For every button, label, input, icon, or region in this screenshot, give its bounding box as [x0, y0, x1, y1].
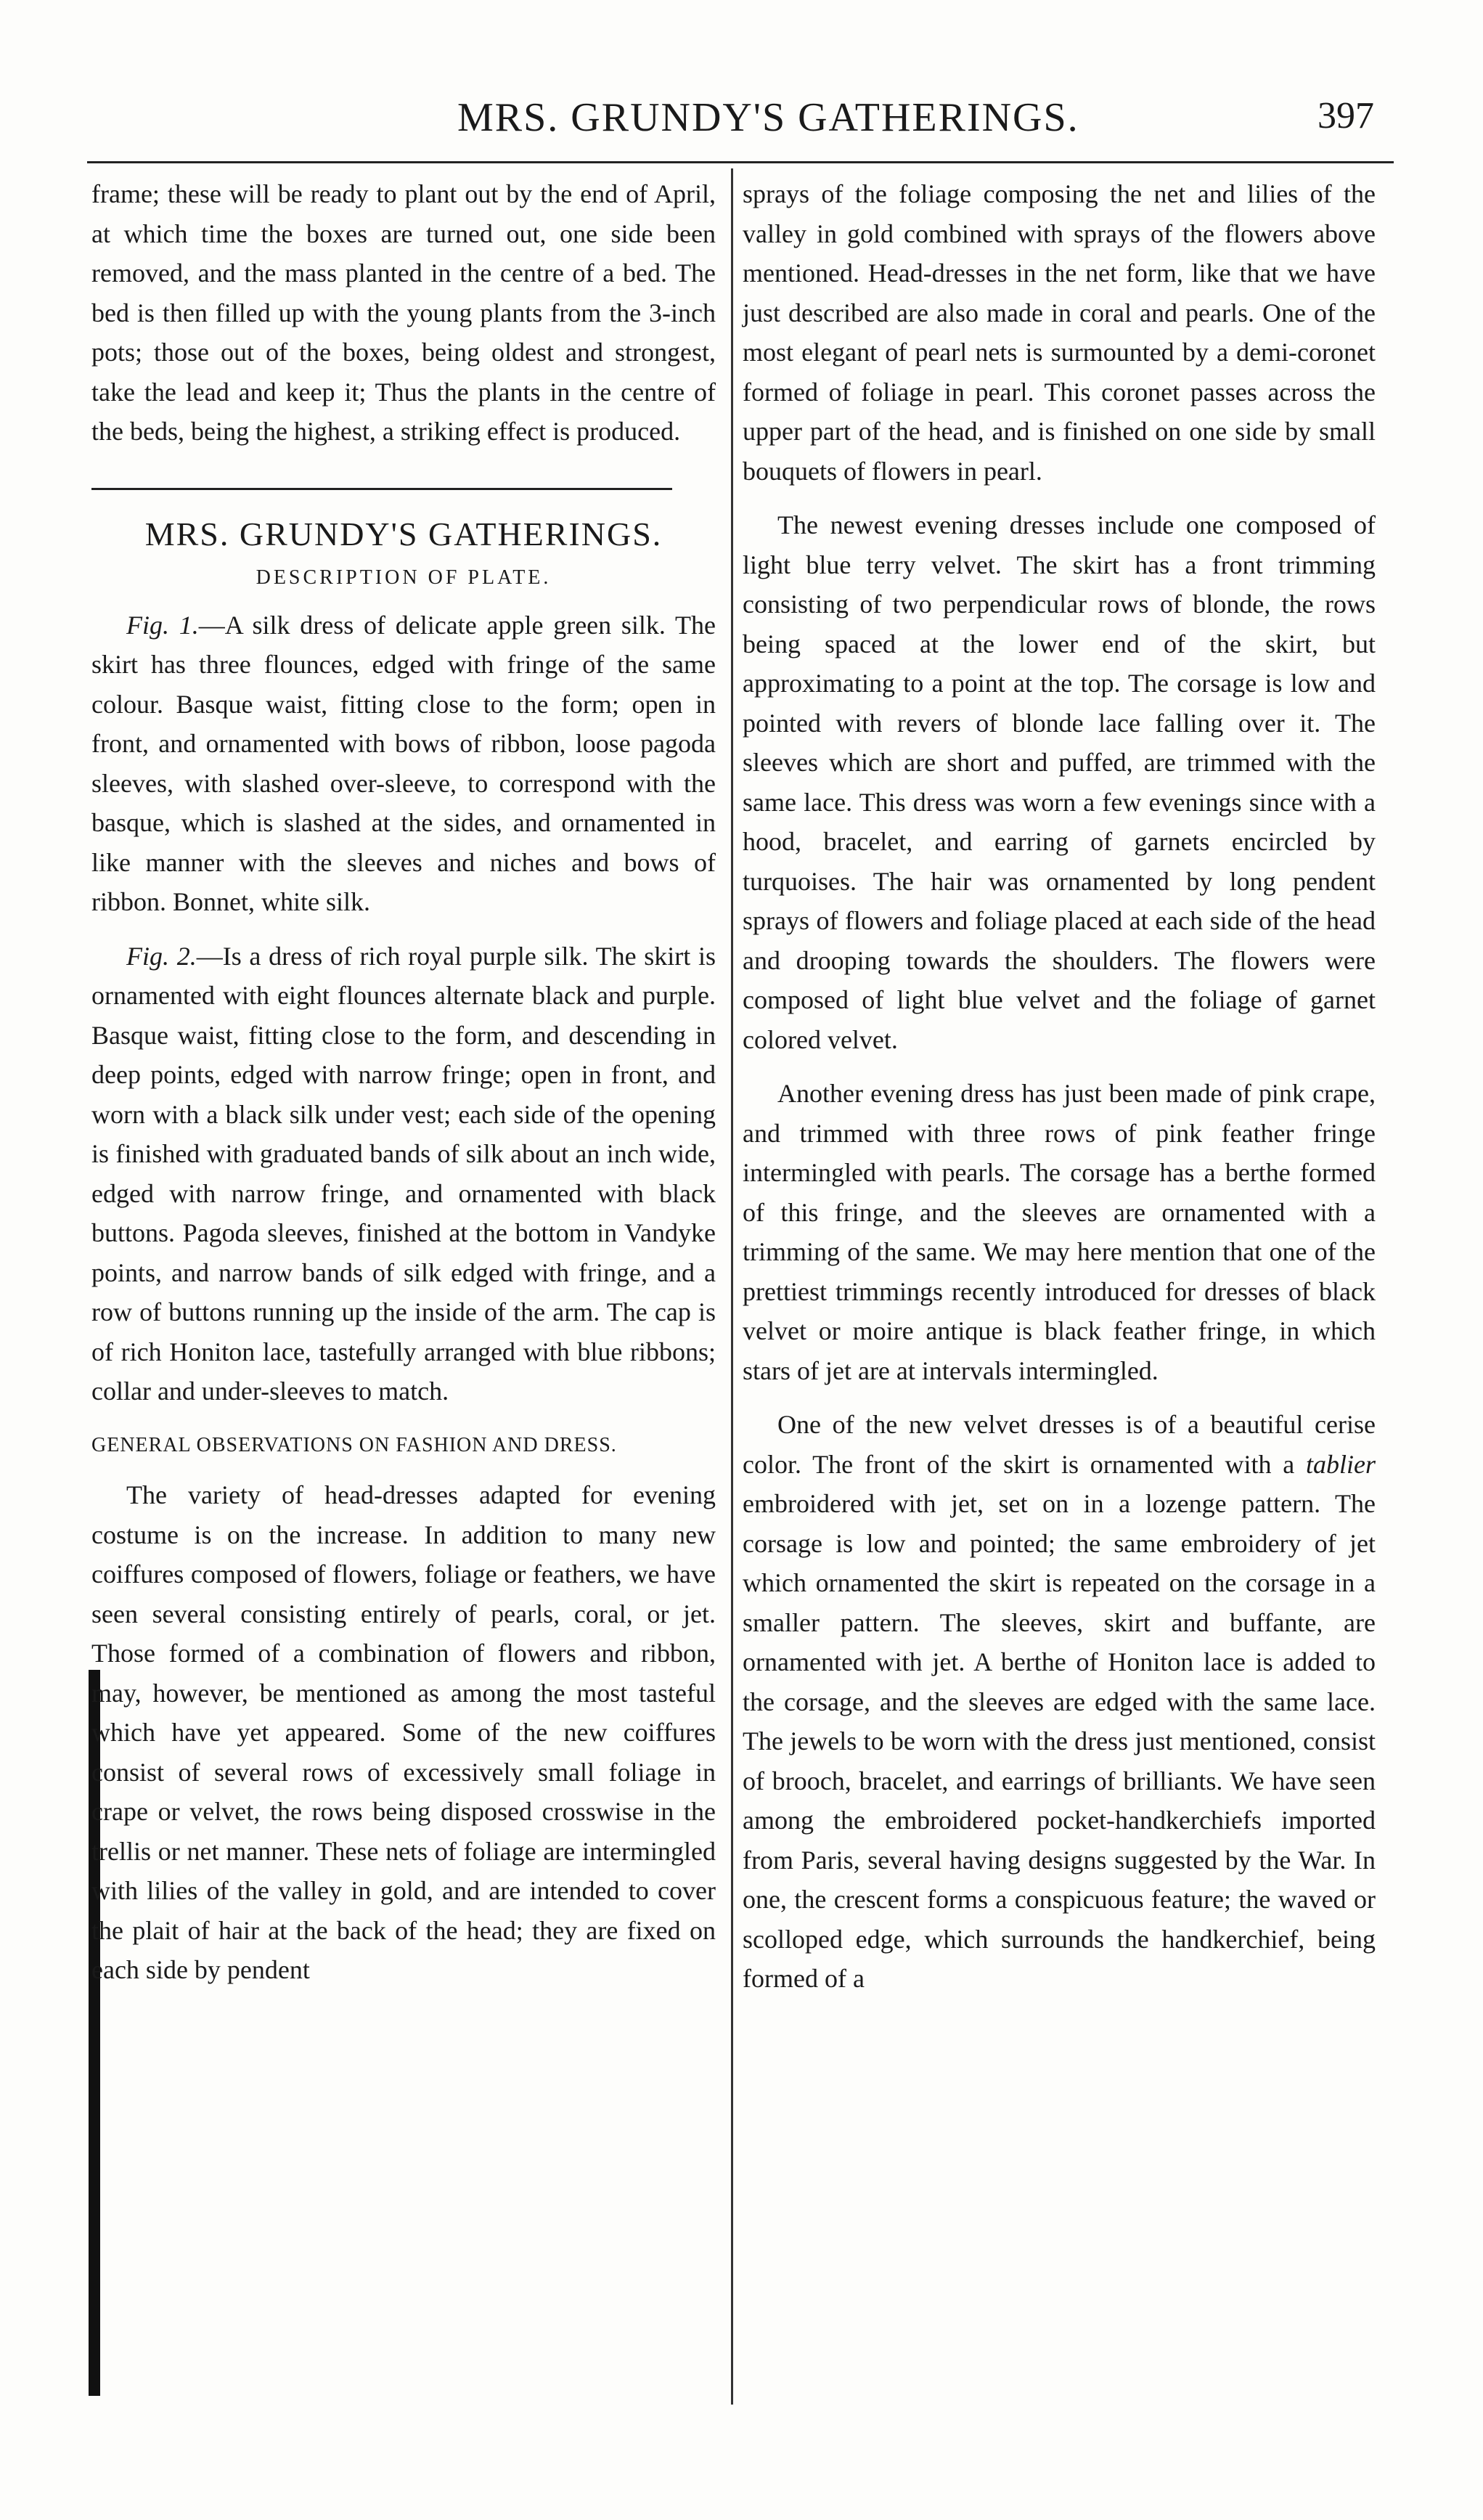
fig2-paragraph: [91, 937, 716, 1411]
right-paragraph-4: [743, 1405, 1376, 1999]
column-divider: [731, 168, 733, 2405]
page-number: 397: [1317, 95, 1374, 136]
fig1-text: —A silk dress of delicate apple green silk. The skirt has three flounces, edged with fringe of the same colour. Basque waist, fitting close to the form; open in front, and ornamented with bows of ribbon, loose pagoda sleeves, with slashed over-sleeve, to correspond with the basque, which is slashed at the sides, and ornamented in like manner with the sleeves and niches and bows of ribbon. Bonnet, white silk.: [91, 610, 716, 916]
header-rule: [87, 161, 1394, 163]
running-title: MRS. GRUNDY'S GATHERINGS.: [457, 95, 1079, 140]
tablier-word: tablier: [1306, 1449, 1376, 1479]
paragraph-4-start: One of the new velvet dresses is of a beautiful cerise color. The front of the skirt is ornamented with a: [743, 1410, 1376, 1479]
general-observations-heading: GENERAL OBSERVATIONS ON FASHION AND DRESS.: [91, 1433, 617, 1456]
right-paragraph-3: Another evening dress has just been made of pink crape, and trimmed with three rows of pink feather fringe intermingled with pearls. The corsage has a berthe formed of this fringe, and the sleeves are ornamented with a trimming of the same. We may here mention that one of the prettiest trimmings recently introduced for dresses of black velvet or moire antique is black feather fringe, in which stars of jet are at intervals intermingled.: [743, 1079, 1376, 1385]
section-title: MRS. GRUNDY'S GATHERINGS.: [144, 515, 663, 552]
intro-paragraph: frame; these will be ready to plant out by the end of April, at which time the boxes are turned out, one side been removed, and the mass planted in the centre of a bed. The bed is then filled up with the young plants from the 3-inch pots; those out of the boxes, being oldest and strongest, take the lead and keep it; Thus the plants in the centre of the beds, being the highest, a striking effect is produced.: [91, 179, 716, 446]
right-column: [743, 174, 1376, 2013]
right-paragraph-2: The newest evening dresses include one composed of light blue terry velvet. The skirt has a front trimming consisting of two perpendicular rows of blonde, the rows being spaced at the lower end of the skirt, but approximating to a point at the top. The corsage is low and pointed with revers of blonde lace falling over it. The sleeves which are short and puffed, are trimmed with the same lace. This dress was worn a few evenings since with a hood, bracelet, and earring of garnets encircled by turquoises. The hair was ornamented by long pendent sprays of flowers and foliage placed at each side of the head and drooping towards the shoulders. The flowers were composed of light blue velvet and the foliage of garnet colored velvet.: [743, 510, 1376, 1054]
fig2-text: —Is a dress of rich royal purple silk. The skirt is ornamented with eight flounces alternate black and purple. Basque waist, fitting close to the form, and descending in deep points, edged with narrow fringe; open in front, and worn with a black silk under vest; each side of the opening is finished with graduated bands of silk about an inch wide, edged with narrow fringe, and ornamented with black buttons. Pagoda sleeves, finished at the bottom in Vandyke points, and narrow bands of silk edged with fringe, and a row of buttons running up the inside of the arm. The cap is of rich Honiton lace, tastefully arranged with blue ribbons; collar and under-sleeves to match.: [91, 941, 716, 1406]
fig1-label: Fig. 1.: [126, 610, 199, 640]
section-rule: [91, 488, 672, 490]
fig2-label: Fig. 2.: [126, 941, 197, 971]
paragraph-4-end: embroidered with jet, set on in a lozenge pattern. The corsage is low and pointed; the same embroidery of jet which ornamented the skirt is repeated on the corsage in a smaller pattern. The sleeves, skirt and buffante, are ornamented with jet. A berthe of Honiton lace is added to the corsage, and the sleeves are edged with the same lace. The jewels to be worn with the dress just mentioned, consist of brooch, bracelet, and earrings of brilliants. We have seen among the embroidered pocket-handkerchiefs imported from Paris, several having designs suggested by the War. In one, the crescent forms a conspicuous feature; the waved or scolloped edge, which surrounds the handkerchief, being formed of a: [743, 1489, 1376, 1993]
fig1-paragraph: [91, 605, 716, 922]
section-subtitle: DESCRIPTION OF PLATE.: [256, 566, 552, 589]
right-paragraph-1: sprays of the foliage composing the net and lilies of the valley in gold combined with sprays of the flowers above mentioned. Head-dresses in the net form, like that we have just described are also made in coral and pearls. One of the most elegant of pearl nets is surmounted by a demi-coronet formed of foliage in pearl. This coronet passes across the upper part of the head, and is finished on one side by small bouquets of flowers in pearl.: [743, 179, 1376, 486]
observations-paragraph: The variety of head-dresses adapted for evening costume is on the increase. In addition to many new coiffures composed of flowers, foliage or feathers, we have seen several consisting entirely of pearls, coral, or jet. Those formed of a combination of flowers and ribbon, may, however, be mentioned as among the most tasteful which have yet appeared. Some of the new coiffures consist of several rows of excessively small foliage in crape or velvet, the rows being disposed crosswise in the trellis or net manner. These nets of foliage are intermingled with lilies of the valley in gold, and are intended to cover the plait of hair at the back of the head; they are fixed on each side by pendent: [91, 1480, 716, 1984]
left-column: [91, 174, 716, 2005]
page-header: [0, 94, 1483, 152]
